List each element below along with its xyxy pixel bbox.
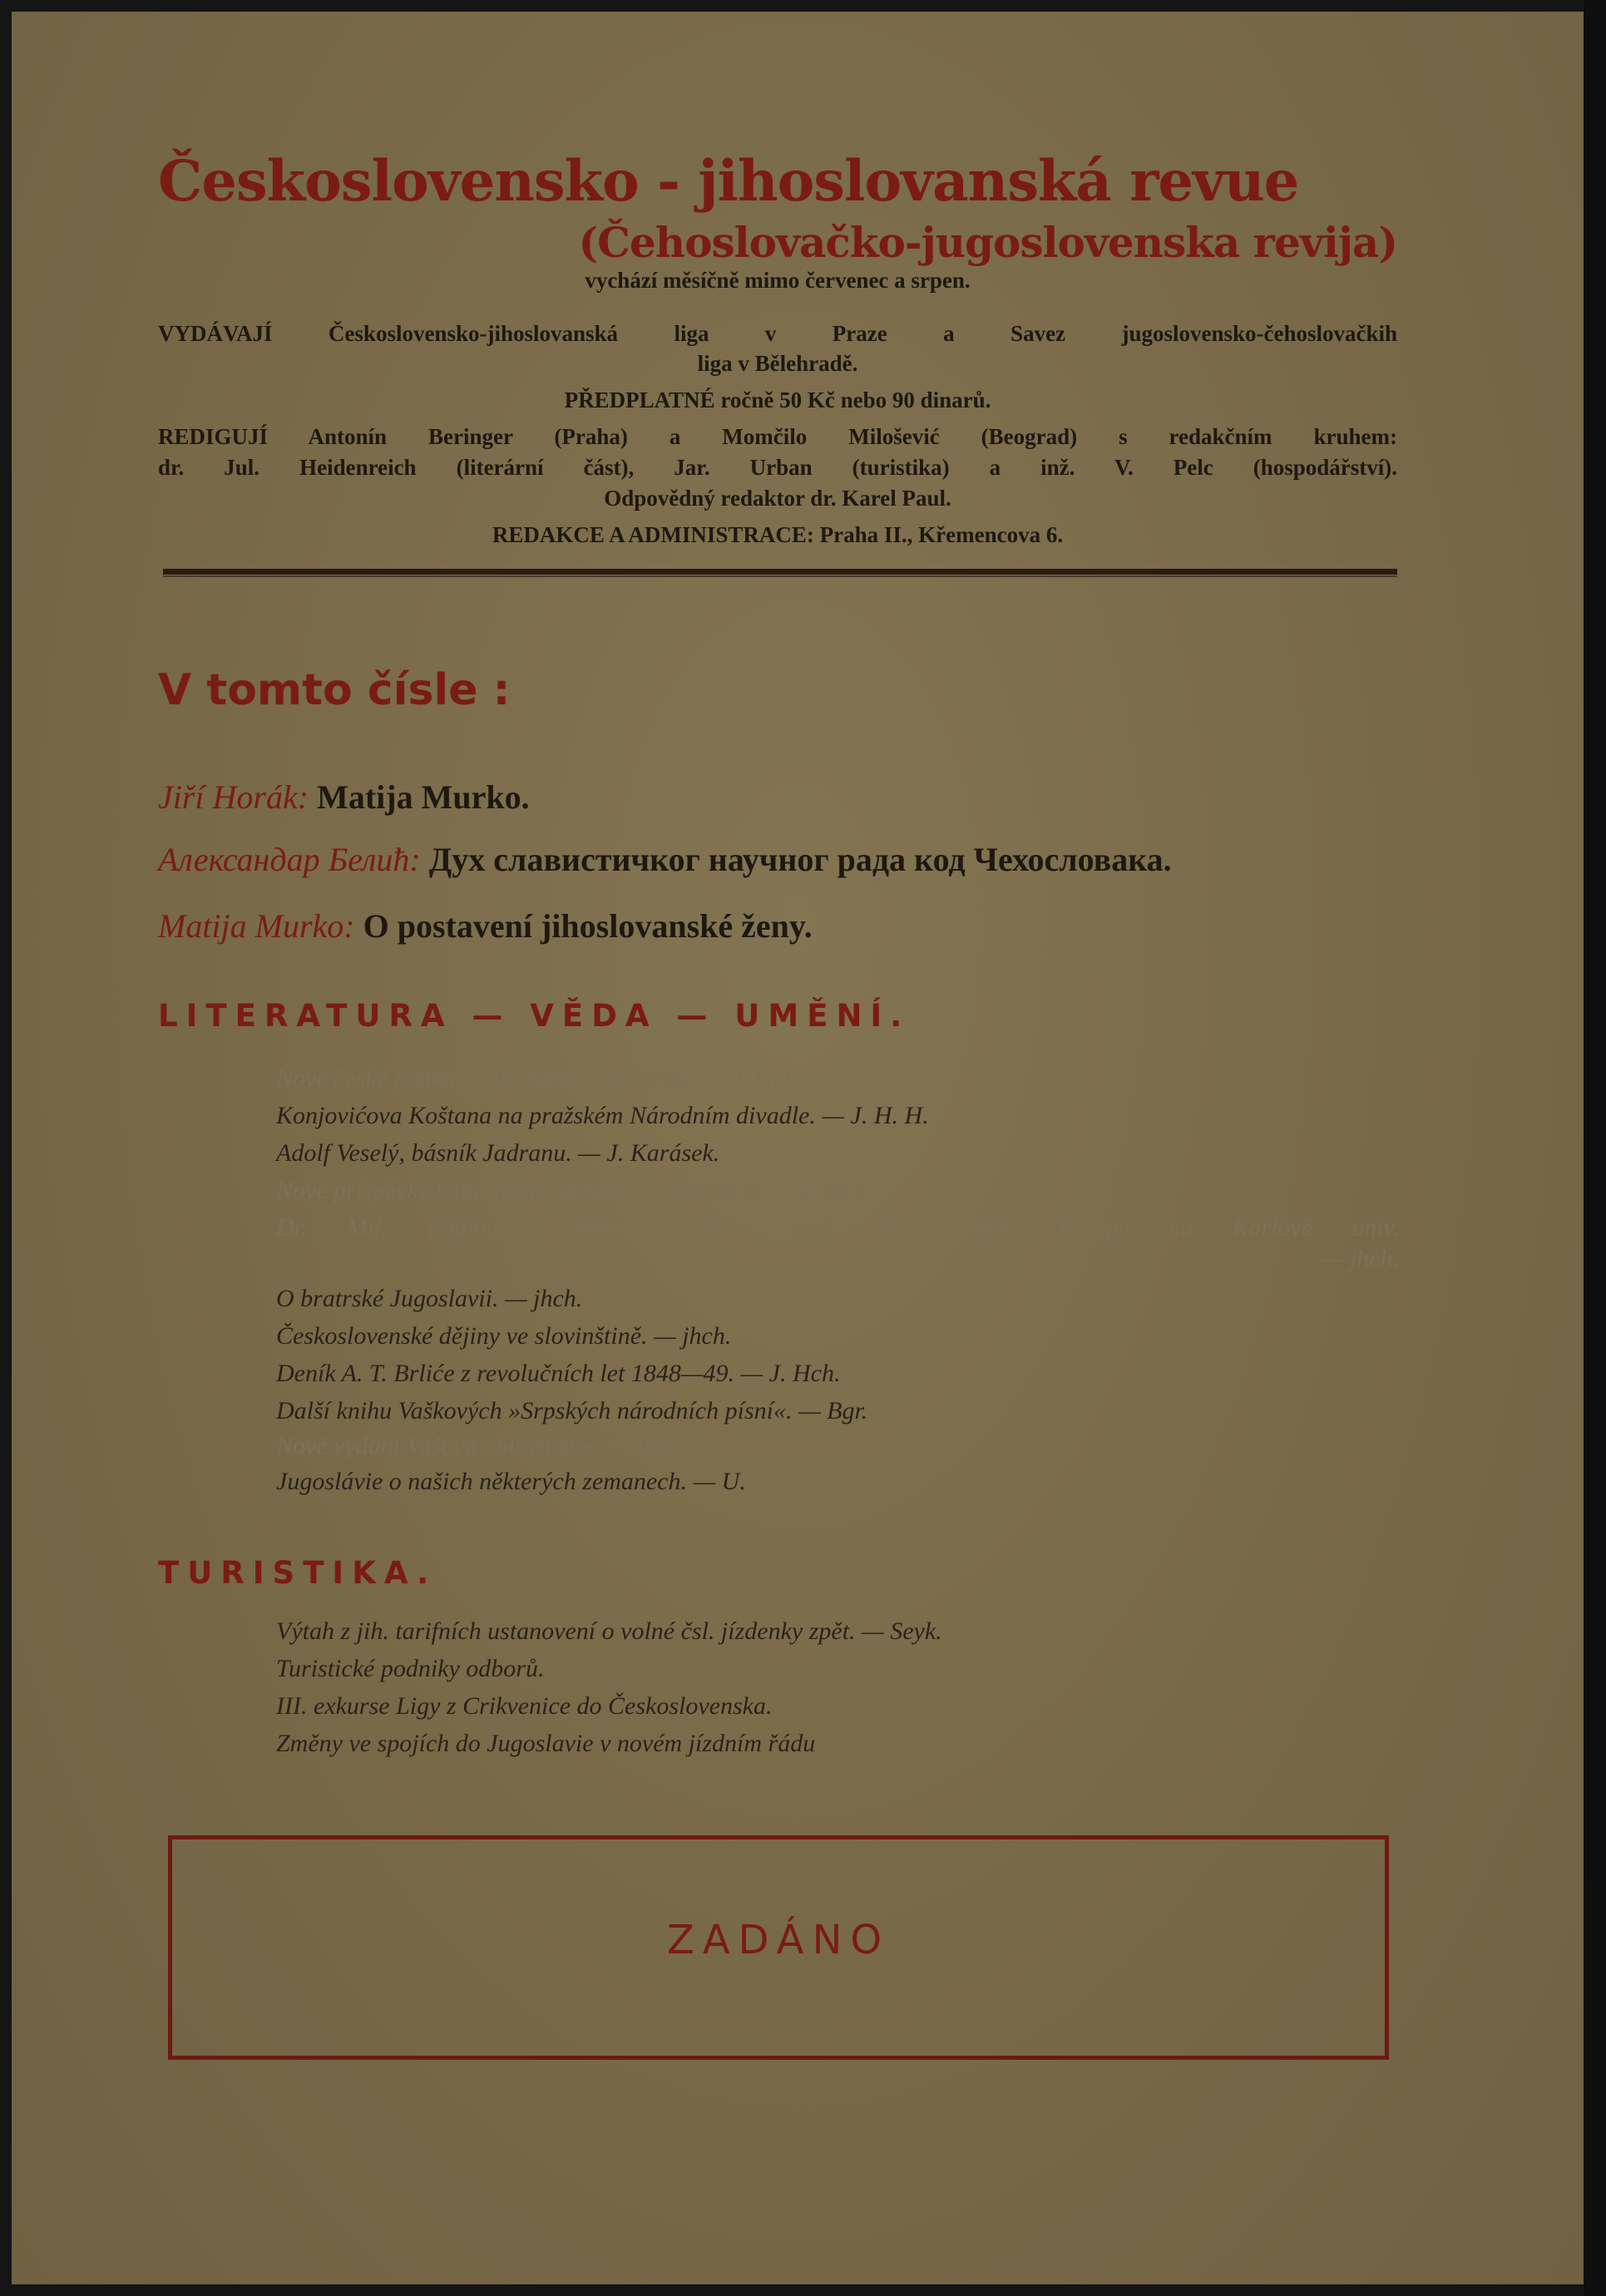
- masthead-rule: [163, 569, 1397, 575]
- entry-title: Matija Murko.: [317, 778, 530, 816]
- editors-line-2: dr. Jul. Heidenreich (literární část), Jar. Urban (turistika) a inž. V. Pelc (hospodářství).: [158, 455, 1397, 480]
- journal-subtitle: (Čehoslovačko-jugoslovenska revija): [578, 218, 1397, 267]
- subscription-note: PŘEDPLATNÉ ročně 50 Kč nebo 90 dinarů.: [564, 388, 991, 412]
- contents-entry: [158, 840, 1172, 879]
- contents-heading: V tomto čísle :: [158, 665, 511, 715]
- list-item: Jugoslávie o našich některých zemanech. — U.: [276, 1468, 746, 1495]
- list-item: Konjovićova Koštana na pražském Národním divadle. — J. H. H.: [276, 1102, 929, 1129]
- list-item-continuation: — jhch.: [1321, 1245, 1399, 1272]
- entry-author: Jiří Horák:: [158, 778, 309, 816]
- list-item: Další knihu Vaškových »Srpských národních písní«. — Bgr.: [276, 1397, 868, 1425]
- list-item: Deník A. T. Brlićе z revolučních let 1848—49. — J. Hch.: [276, 1360, 841, 1387]
- journal-title: Československo - jihoslovanská revue: [158, 148, 1299, 214]
- list-item: III. exkurse Ligy z Crikvenice do Československa.: [276, 1692, 773, 1720]
- office-address: REDAKCE A ADMINISTRACE: Praha II., Křemencova 6.: [492, 522, 1064, 547]
- list-item: O bratrské Jugoslavii. — jhch.: [276, 1285, 583, 1312]
- responsible-editor: Odpovědný redaktor dr. Karel Paul.: [604, 486, 951, 511]
- entry-author: Александар Белић:: [158, 841, 421, 878]
- list-item: Nové příspěvky k literárním stykům čsl.-srbským. — J. Hch.: [276, 1177, 872, 1204]
- list-item: Adolf Veselý, básník Jadranu. — J. Karásek.: [276, 1139, 720, 1167]
- frequency-note: vychází měsíčně mimo červenec a srpen.: [585, 268, 971, 293]
- entry-author: Matija Murko:: [158, 907, 355, 945]
- contents-entry: [158, 906, 813, 946]
- scan-edge: [1584, 0, 1606, 2296]
- tourism-heading: TURISTIKA.: [158, 1555, 437, 1591]
- contents-entry: [158, 778, 530, 817]
- list-item: Turistické podniky odborů.: [276, 1655, 545, 1682]
- entry-title: O postavení jihoslovanské ženy.: [363, 907, 813, 945]
- list-item: Změny ve spojích do Jugoslavie v novém jízdním řádu: [276, 1730, 816, 1757]
- list-item: Nové české rozbory z jihoslovanské lyriky. — J. Hch.: [276, 1064, 803, 1092]
- list-item: Dr. Mil. Paulová, jmenována mim. prof. dějin vých. Evropy na Karlově univ.: [276, 1214, 1399, 1242]
- editors-line-1: REDIGUJÍ Antonín Beringer (Praha) a Momčilo Milošević (Beograd) s redakčním kruhem:: [158, 424, 1397, 449]
- publishers-line-1: VYDÁVAJÍ Československo-jihoslovanská liga v Praze a Savez jugoslovensko-čehoslovačkih: [158, 321, 1397, 346]
- masthead-rule-thin: [163, 575, 1397, 577]
- list-item: Výtah z jih. tarifních ustanovení o volné čsl. jízdenky zpět. — Seyk.: [276, 1617, 942, 1645]
- publishers-line-2: liga v Bělehradě.: [697, 351, 858, 376]
- advertisement-label: ZADÁNO: [666, 1917, 891, 1963]
- literature-heading: LITERATURA — VĚDA — UMĚNÍ.: [158, 998, 911, 1034]
- list-item: Československé dějiny ve slovinštině. — jhch.: [276, 1322, 732, 1350]
- entry-title: Дух славистичког научног рада код Чехословака.: [428, 841, 1172, 878]
- list-item: Nové vydání Vašova »Slovníku«. — Bgr.: [276, 1432, 676, 1459]
